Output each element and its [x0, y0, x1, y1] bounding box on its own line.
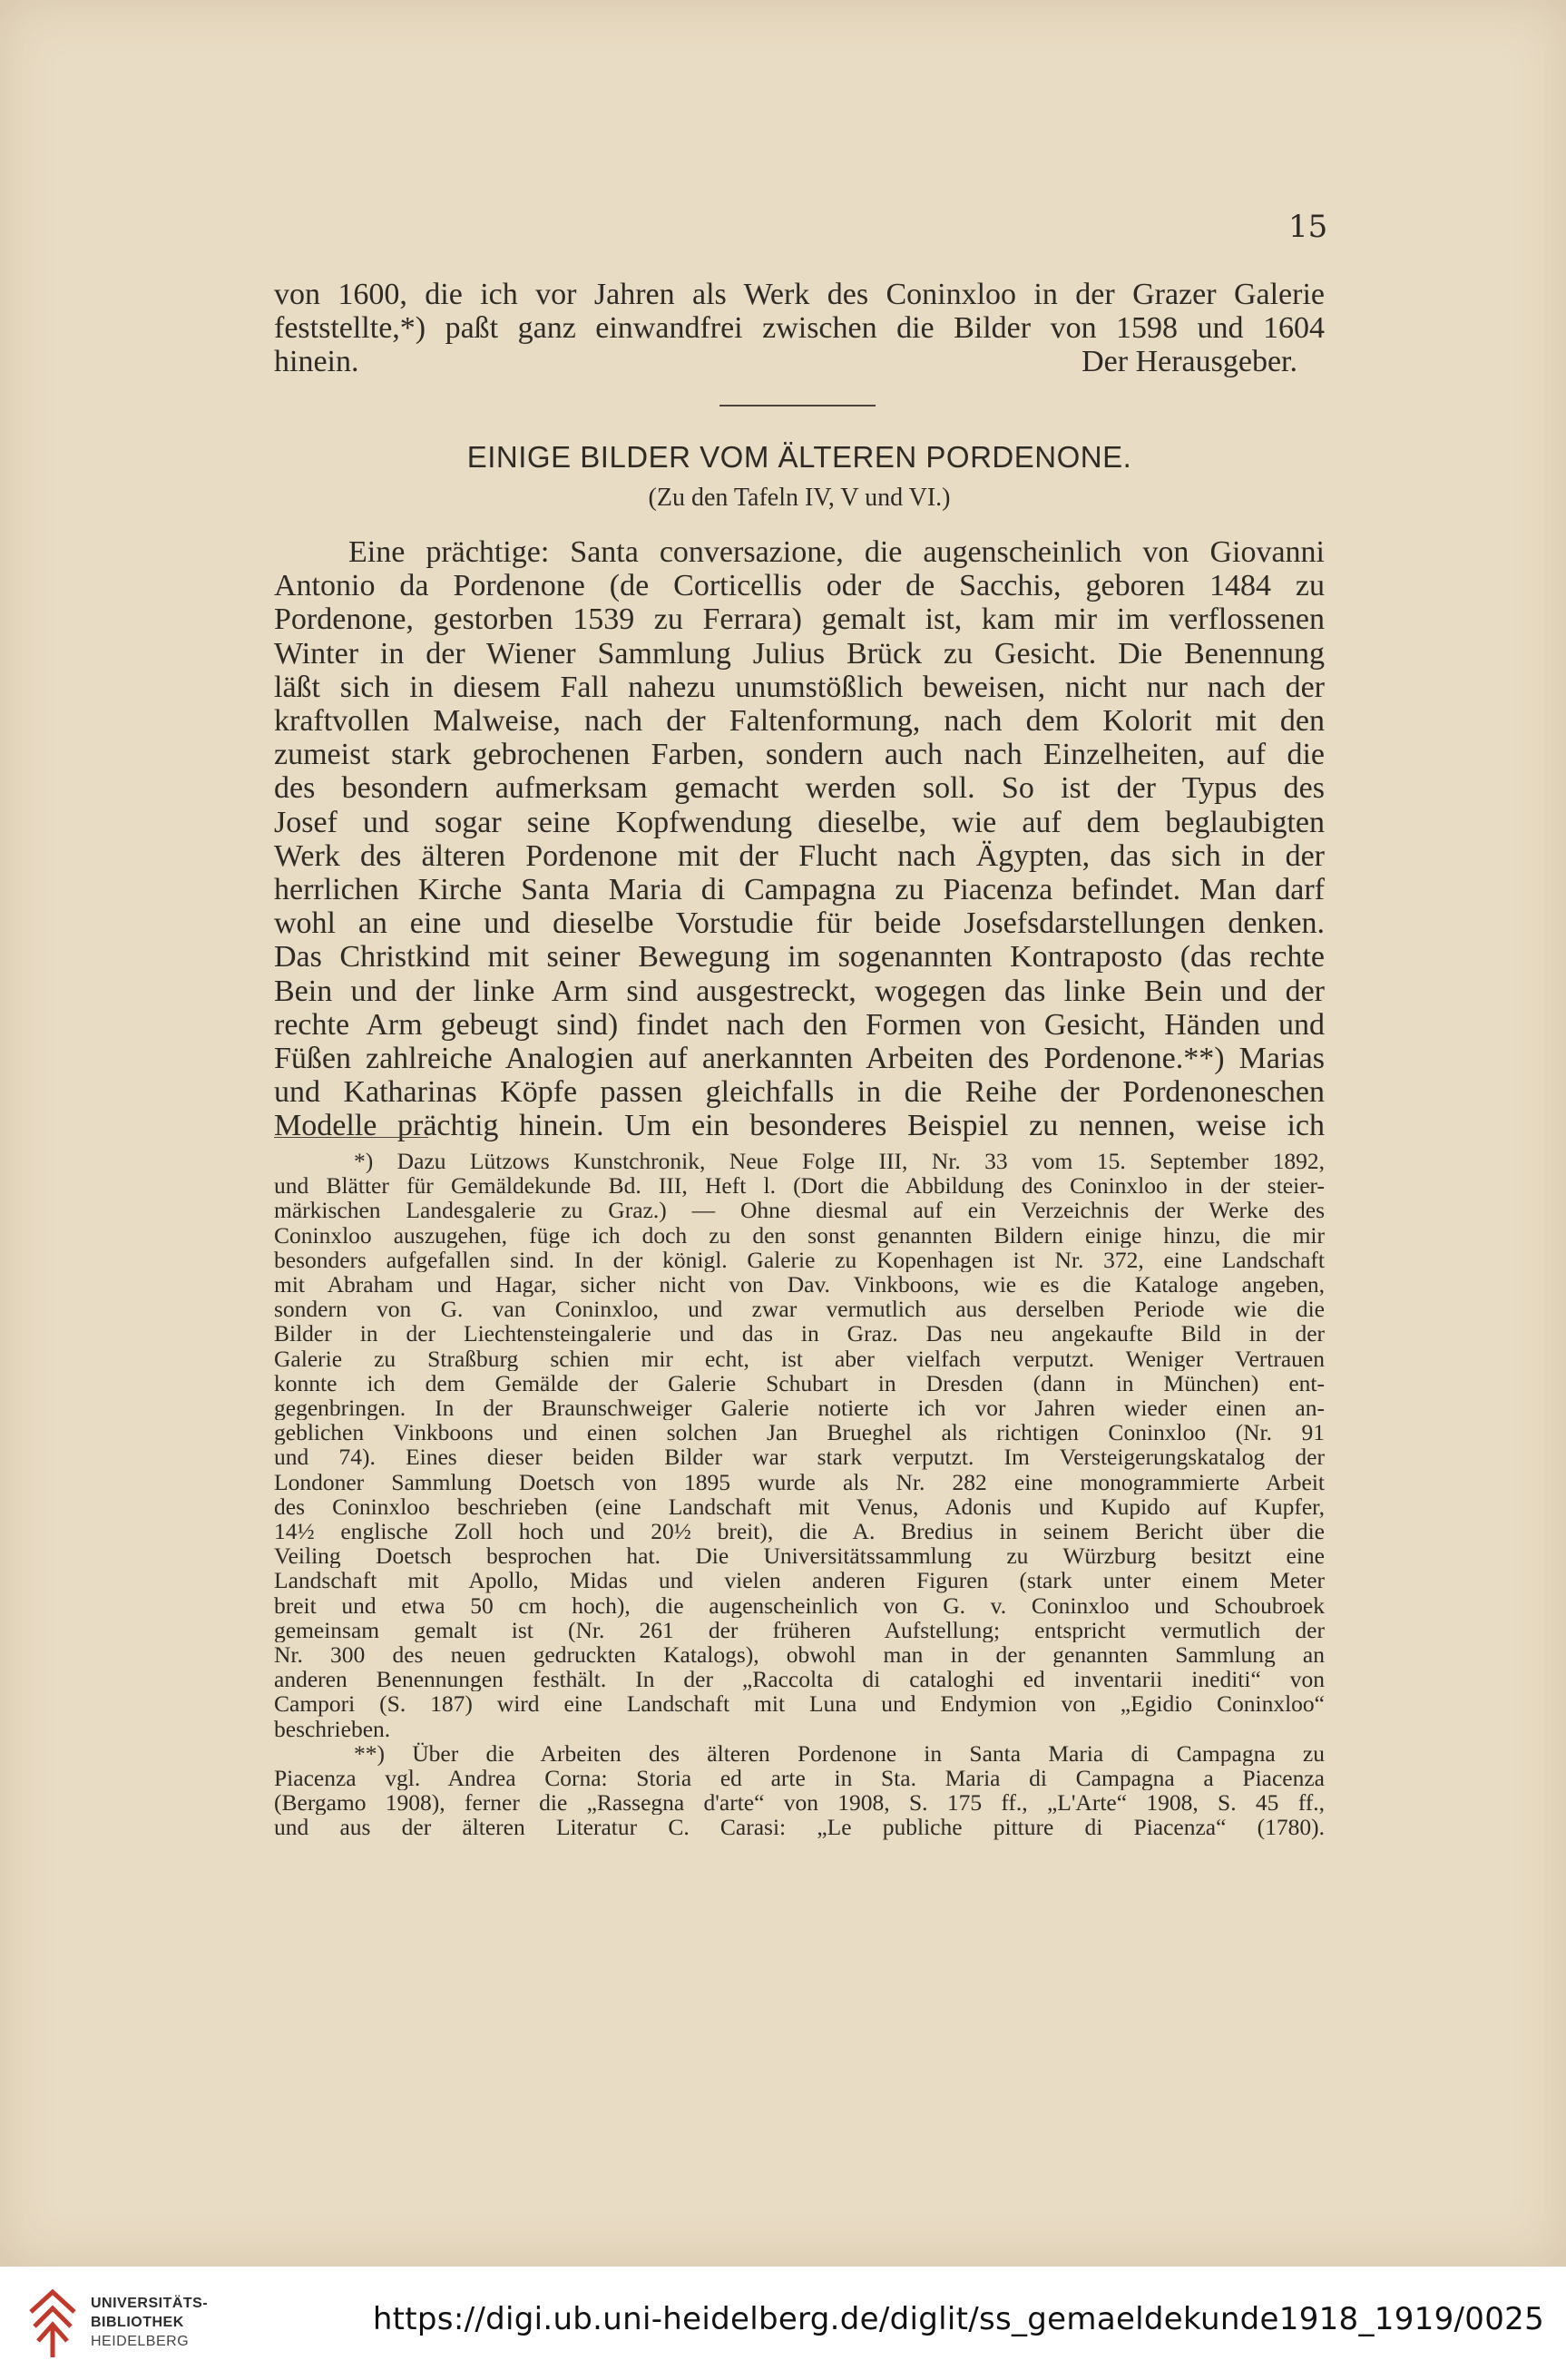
- footnote-line: und Blätter für Gemäldekunde Bd. III, Heft l. (Dort die Abbildung des Coninxloo in der steier-: [274, 1173, 1325, 1199]
- editor-signature: Der Herausgeber.: [1082, 345, 1297, 379]
- text-line: zumeist stark gebrochenen Farben, sondern auch nach Einzelheiten, auf die: [274, 738, 1325, 772]
- logo-line: HEIDELBERG: [91, 2334, 190, 2349]
- footnote-line: mit Abraham und Hagar, sicher nicht von Dav. Vinkboons, wie es die Kataloge angeben,: [274, 1272, 1325, 1298]
- section-divider: [719, 405, 876, 406]
- text-line: Bein und der linke Arm sind ausgestreckt, wogegen das linke Bein und der: [274, 974, 1325, 1008]
- text-line: feststellte,*) paßt ganz einwandfrei zwischen die Bilder von 1598 und 1604: [274, 311, 1325, 346]
- text-line: Füßen zahlreiche Analogien auf anerkannten Arbeiten des Pordenone.**) Marias: [274, 1042, 1325, 1076]
- page-number: 15: [1288, 209, 1328, 245]
- logo-line: UNIVERSITÄTS-: [91, 2296, 209, 2311]
- body-paragraph: [274, 535, 1325, 1143]
- library-logo-text: [91, 2294, 208, 2351]
- section-title: EINIGE BILDER VOM ÄLTEREN PORDENONE.: [466, 440, 1132, 474]
- footnote-line: Bilder in der Liechtensteingalerie und das in Graz. Das neu angekaufte Bild in der: [274, 1321, 1325, 1347]
- footnote-line: **) Über die Arbeiten des älteren Pordenone in Santa Maria di Campagna zu: [354, 1740, 1325, 1767]
- footnote-line: 14½ englische Zoll hoch und 20½ breit), die A. Bredius in seinem Bericht über die: [274, 1519, 1325, 1544]
- footnote-line: Campori (S. 187) wird eine Landschaft mit Luna und Endymion von „Egidio Coninxloo“: [274, 1691, 1325, 1717]
- text-fragment: hinein.: [274, 345, 359, 379]
- footnote-line: konnte ich dem Gemälde der Galerie Schubart in Dresden (dann in München) ent-: [274, 1370, 1325, 1396]
- text-line: Werk des älteren Pordenone mit der Flucht nach Ägypten, das sich in der: [274, 838, 1325, 873]
- footnote-line: Galerie zu Straßburg schien mir echt, ist aber vielfach verputzt. Weniger Vertrauen: [274, 1346, 1325, 1371]
- footnote-line: geblichen Vinkboons und einen solchen Jan Brueghel als richtigen Coninxloo (Nr. 91: [274, 1420, 1325, 1445]
- logo-line: BIBLIOTHEK: [91, 2315, 184, 2330]
- text-line: Modelle prächtig hinein. Um ein besonderes Beispiel zu nennen, weise ich: [274, 1109, 1325, 1143]
- text-line: Das Christkind mit seiner Bewegung im sogenannten Kontraposto (das rechte: [274, 940, 1325, 975]
- text-line: und Katharinas Köpfe passen gleichfalls in die Reihe der Pordenoneschen: [274, 1075, 1325, 1110]
- text-line: kraftvollen Malweise, nach der Faltenformung, nach dem Kolorit mit den: [274, 704, 1325, 739]
- footnote-line: Piacenza vgl. Andrea Corna: Storia ed arte in Sta. Maria di Campagna a Piacenza: [274, 1766, 1325, 1791]
- footnote-line: Nr. 300 des neuen gedruckten Katalogs), obwohl man in der genannten Sammlung an: [274, 1642, 1325, 1668]
- permalink-url[interactable]: https://digi.ub.uni-heidelberg.de/diglit/ss_gemaeldekunde1918_1919/0025: [372, 2301, 1544, 2337]
- text-line: von 1600, die ich vor Jahren als Werk des Coninxloo in der Grazer Galerie: [274, 278, 1325, 311]
- footnote-line: des Coninxloo beschrieben (eine Landschaft mit Venus, Adonis und Kupido auf Kupfer,: [274, 1494, 1325, 1520]
- text-line: herrlichen Kirche Santa Maria di Campagna zu Piacenza befindet. Man darf: [274, 873, 1325, 907]
- text-line: läßt sich in diesem Fall nahezu unumstößlich beweisen, nicht nur nach der: [274, 670, 1325, 704]
- text-line: Eine prächtige: Santa conversazione, die augenscheinlich von Giovanni: [348, 535, 1325, 569]
- footnote-line: und aus der älteren Literatur C. Carasi: „Le publiche pitture di Piacenza“ (1780).: [274, 1815, 1325, 1840]
- text-line: wohl an eine und dieselbe Vorstudie für beide Josefsdarstellungen denken.: [274, 906, 1325, 941]
- footnote-line: Landschaft mit Apollo, Midas und vielen anderen Figuren (stark unter einem Meter: [274, 1568, 1325, 1593]
- text-line: Antonio da Pordenone (de Corticellis oder de Sacchis, geboren 1484 zu: [274, 569, 1325, 603]
- footnotes: [274, 1149, 1325, 1840]
- text-line: rechte Arm gebeugt sind) findet nach den Formen von Gesicht, Händen und: [274, 1007, 1325, 1042]
- footnote-line: (Bergamo 1908), ferner die „Rassegna d'arte“ von 1908, S. 175 ff., „L'Arte“ 1908, S. 45 ff.,: [274, 1790, 1325, 1816]
- footnote-line: märkischen Landesgalerie zu Graz.) — Ohne diesmal auf ein Verzeichnis der Werke des: [274, 1198, 1325, 1223]
- library-logo-icon: [25, 2285, 80, 2361]
- footnote-divider: [274, 1137, 428, 1138]
- footnote-line: besonders aufgefallen sind. In der königl. Galerie zu Kopenhagen ist Nr. 372, eine Landschaft: [274, 1247, 1325, 1273]
- footnote-line: beschrieben.: [274, 1716, 391, 1741]
- footnote-line: gemeinsam gemalt ist (Nr. 261 der früheren Aufstellung; entspricht vermutlich der: [274, 1617, 1325, 1643]
- viewer-footer: [0, 2267, 1566, 2380]
- footnote-line: und 74). Eines dieser beiden Bilder war stark verputzt. Im Versteigerungskatalog der: [274, 1445, 1325, 1470]
- text-line: [274, 345, 1325, 378]
- text-line: Josef und sogar seine Kopfwendung dieselbe, wie auf dem beglaubigten: [274, 805, 1325, 839]
- footnote-line: Coninxloo auszugehen, füge ich doch zu den sonst genannten Bildern einige hinzu, die mir: [274, 1222, 1325, 1248]
- text-line: des besondern aufmerksam gemacht werden soll. So ist der Typus des: [274, 771, 1325, 806]
- section-subtitle: (Zu den Tafeln IV, V und VI.): [648, 484, 951, 512]
- footnote-line: *) Dazu Lützows Kunstchronik, Neue Folge III, Nr. 33 vom 15. September 1892,: [354, 1149, 1325, 1174]
- footnote-line: sondern von G. van Coninxloo, und zwar vermutlich aus derselben Periode wie die: [274, 1297, 1325, 1322]
- footnote-line: anderen Benennungen festhält. In der „Raccolta di cataloghi ed inventarii inediti“ von: [274, 1667, 1325, 1692]
- text-line: Pordenone, gestorben 1539 zu Ferrara) gemalt ist, kam mir im verflossenen: [274, 602, 1325, 637]
- footnote-line: gegenbringen. In der Braunschweiger Galerie notierte ich vor Jahren wieder einen an-: [274, 1396, 1325, 1421]
- text-line: Winter in der Wiener Sammlung Julius Brück zu Gesicht. Die Benennung: [274, 636, 1325, 671]
- footnote-line: Londoner Sammlung Doetsch von 1895 wurde als Nr. 282 eine monogrammierte Arbeit: [274, 1469, 1325, 1494]
- footnote-line: Veiling Doetsch besprochen hat. Die Universitätssammlung zu Würzburg besitzt eine: [274, 1543, 1325, 1569]
- footnote-line: breit und etwa 50 cm hoch), die augenscheinlich von G. v. Coninxloo und Schoubroek: [274, 1592, 1325, 1618]
- intro-text: [274, 278, 1325, 379]
